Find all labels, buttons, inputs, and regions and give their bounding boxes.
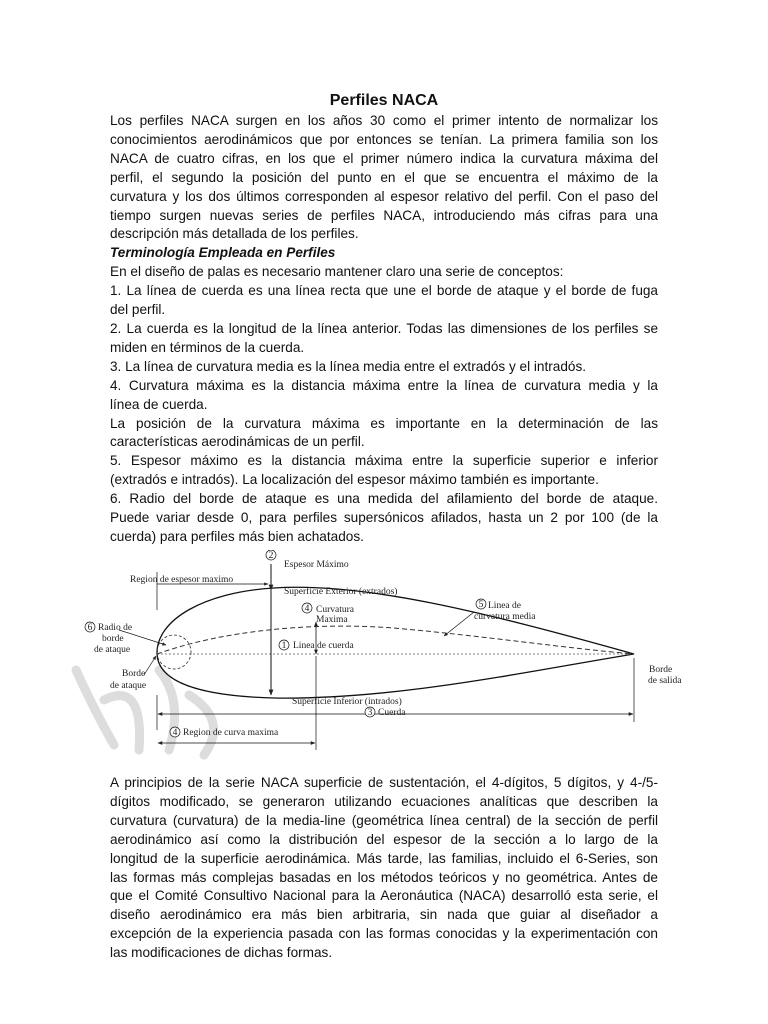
leading-edge-circle bbox=[157, 635, 191, 669]
list-item-3: 3. La línea de curvatura media es la línea media entre el extradós y el intradós. bbox=[110, 358, 587, 374]
label-cuerda: Cuerda bbox=[378, 708, 406, 718]
text-line: que el Comité Consultivo Nacional para la Aeronáutica (NACA) desarrolló esta serie, el bbox=[110, 888, 658, 904]
label-radio-2: borde bbox=[102, 634, 124, 644]
text-line: conocimientos aerodinámicos que por entonces se tenían. La primera familia son los bbox=[110, 131, 658, 147]
label-curvatura-media: curvatura media bbox=[474, 612, 536, 622]
text-line: las formas más complejas basadas en los métodos teóricos y no geométrica. Antes de bbox=[110, 869, 658, 885]
label-espesor-maximo: Espesor Máximo bbox=[284, 560, 349, 570]
label-sup-inferior: Superficie Inferior (intrados) bbox=[292, 697, 402, 707]
label-linea-de: Linea de bbox=[488, 601, 521, 611]
airfoil-diagram bbox=[64, 550, 704, 760]
marker-1 bbox=[279, 640, 289, 651]
text-line: perfil, el segundo la posición del punto en el que se encuentra el máximo de la bbox=[110, 169, 658, 185]
page-title: Perfiles NACA bbox=[329, 92, 439, 109]
marker-6 bbox=[85, 622, 95, 633]
marker-2 bbox=[266, 550, 276, 561]
text-line: diseño aerodinámico era más bien arbitraria, sin nada que guiar al diseñador a bbox=[110, 907, 658, 923]
airfoil-outline bbox=[157, 587, 634, 698]
label-radio-3: de ataque bbox=[94, 645, 131, 655]
label-borde-ataque-2: de ataque bbox=[110, 681, 147, 691]
marker-4 bbox=[302, 603, 312, 614]
label-region-curva: Region de curva maxima bbox=[183, 728, 279, 738]
text-line: En el diseño de palas es necesario mantener claro una serie de conceptos: bbox=[110, 264, 564, 280]
text-line: línea de cuerda. bbox=[110, 396, 208, 412]
label-linea-cuerda: Linea de cuerda bbox=[293, 641, 354, 651]
text-line: Puede variar desde 0, para perfiles supersónicos afilados, hasta un 2 por 100 (de la bbox=[110, 510, 658, 526]
text-line: cuerda) para perfiles más bien achatados. bbox=[110, 528, 364, 544]
list-item-4: 4. Curvatura máxima es la distancia máxima entre la línea de curvatura media y la bbox=[110, 377, 658, 393]
marker-3 bbox=[365, 707, 375, 718]
svg-text:4: 4 bbox=[304, 604, 310, 614]
svg-text:6: 6 bbox=[87, 623, 93, 633]
svg-text:4: 4 bbox=[172, 728, 178, 738]
text-line: las modificaciones de dichas formas. bbox=[110, 945, 333, 961]
text-line: longitud de la superficie aerodinámica. Más tarde, las familias, incluido el 6-Series, son bbox=[110, 850, 658, 866]
label-sup-exterior: Superficie Exterior (extrados) bbox=[284, 587, 398, 597]
text-line: descripción más detallada de los perfiles. bbox=[110, 226, 359, 242]
text-line: dígitos modificado, se generaron utilizando ecuaciones analíticas que describen la bbox=[110, 793, 658, 809]
list-item-2: 2. La cuerda es la longitud de la línea anterior. Todas las dimensiones de los perfiles se bbox=[110, 320, 658, 336]
label-borde-salida-2: de salida bbox=[648, 676, 682, 686]
label-maxima: Maxima bbox=[316, 615, 348, 625]
section-subheading: Terminología Empleada en Perfiles bbox=[110, 245, 336, 261]
text-line: características aerodinámicas de un perfil. bbox=[110, 434, 365, 450]
label-borde-salida-1: Borde bbox=[649, 665, 673, 675]
text-line: miden en términos de la cuerda. bbox=[110, 339, 305, 355]
list-item-1: 1. La línea de cuerda es una línea recta que une el borde de ataque y el borde de fuga bbox=[110, 283, 658, 299]
text-line: Los perfiles NACA surgen en los años 30 como el primer intento de normalizar los bbox=[110, 113, 658, 128]
text-line: (extradós e intradós). La localización del espesor máximo también es importante. bbox=[110, 472, 599, 488]
label-region-espesor: Region de espesor maximo bbox=[130, 575, 234, 585]
list-item-6: 6. Radio del borde de ataque es una medida del afilamiento del borde de ataque. bbox=[110, 491, 658, 507]
svg-text:2: 2 bbox=[268, 551, 274, 561]
svg-text:5: 5 bbox=[478, 600, 484, 610]
text-line: curvatura y los dos últimos corresponden al espesor relativo del perfil. Con el paso del bbox=[110, 188, 658, 204]
closing-paragraph bbox=[110, 774, 658, 963]
mean-camber-line bbox=[157, 626, 634, 654]
text-line: NACA de cuatro cifras, en los que el primer número indica la curvatura máxima del bbox=[110, 150, 658, 166]
text-line: excepción de la experiencia pasada con las formas conocidas y la experimentación con bbox=[110, 926, 658, 942]
label-radio-1: Radio de bbox=[98, 623, 133, 633]
label-borde-ataque-1: Borde bbox=[122, 669, 146, 679]
marker-5 bbox=[476, 599, 486, 610]
text-line: tiempo surgen nuevas series de perfiles NACA, introduciendo más cifras para una bbox=[110, 207, 658, 223]
svg-text:3: 3 bbox=[367, 708, 373, 718]
text-line: A principios de la serie NACA superficie de sustentación, el 4-dígitos, 5 dígitos, y 4-/5- bbox=[110, 775, 658, 790]
label-curvatura: Curvatura bbox=[316, 605, 354, 615]
text-line: curvatura (curvatura) de la media-line (geométrica línea central) de la sección de perfil bbox=[110, 812, 658, 828]
text-line: del perfil. bbox=[110, 302, 166, 318]
intro-paragraph bbox=[110, 112, 658, 547]
text-line: La posición de la curvatura máxima es importante en la determinación de las bbox=[110, 415, 658, 431]
list-item-5: 5. Espesor máximo es la distancia máxima entre la superficie superior e inferior bbox=[110, 453, 658, 469]
text-line: aerodinámico así como la distribución del espesor de la sección a lo largo de la bbox=[110, 831, 658, 847]
svg-text:1: 1 bbox=[281, 641, 287, 651]
